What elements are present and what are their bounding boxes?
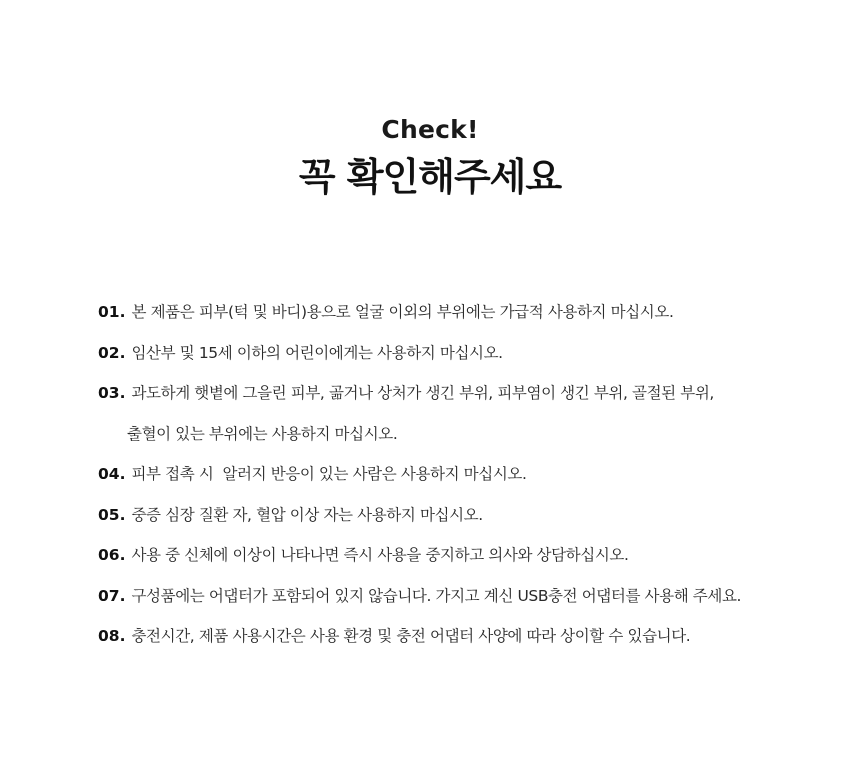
notice-number: 06. [98,546,126,564]
notice-item-04 [98,458,838,499]
notice-item-02 [98,337,838,378]
page-title: 꼭 확인해주세요 [298,155,562,199]
notice-text: 중증 심장 질환 자, 혈압 이상 자는 사용하지 마십시오. [131,505,483,524]
notice-number: 01. [98,303,126,321]
notice-item-03 [98,377,838,418]
check-label: Check! [381,115,479,144]
notice-number: 04. [98,465,126,483]
notice-text: 구성품에는 어댑터가 포함되어 있지 않습니다. 가지고 계신 USB충전 어댑터를 사용해 주세요. [131,586,742,605]
notice-text: 과도하게 햇볕에 그을린 피부, 곪거나 상처가 생긴 부위, 피부염이 생긴 부위, 골절된 부위, [131,384,714,402]
notice-text: 본 제품은 피부(턱 및 바디)용으로 얼굴 이외의 부위에는 가급적 사용하지 마십시오. [131,303,674,321]
notice-text: 사용 중 신체에 이상이 나타나면 즉시 사용을 중지하고 의사와 상담하십시오. [131,546,629,564]
notice-number: 03. [98,384,126,402]
notice-item-01 [98,296,838,337]
notice-text: 출혈이 있는 부위에는 사용하지 마십시오. [127,424,398,443]
notice-item-06 [98,539,838,580]
notice-item-08 [98,620,838,661]
notice-item-03-continued [98,418,838,459]
notice-item-07 [98,580,838,621]
notice-number: 05. [98,505,126,524]
header [0,112,860,202]
notice-item-05 [98,499,838,540]
notice-list [98,296,838,661]
notice-text: 임산부 및 15세 이하의 어린이에게는 사용하지 마십시오. [131,343,503,362]
notice-number: 08. [98,627,126,645]
notice-number: 02. [98,343,126,362]
notice-number: 07. [98,586,126,605]
notice-text: 충전시간, 제품 사용시간은 사용 환경 및 충전 어댑터 사양에 따라 상이할 수 있습니다. [131,627,691,645]
notice-text: 피부 접촉 시 알러지 반응이 있는 사람은 사용하지 마십시오. [131,465,527,483]
